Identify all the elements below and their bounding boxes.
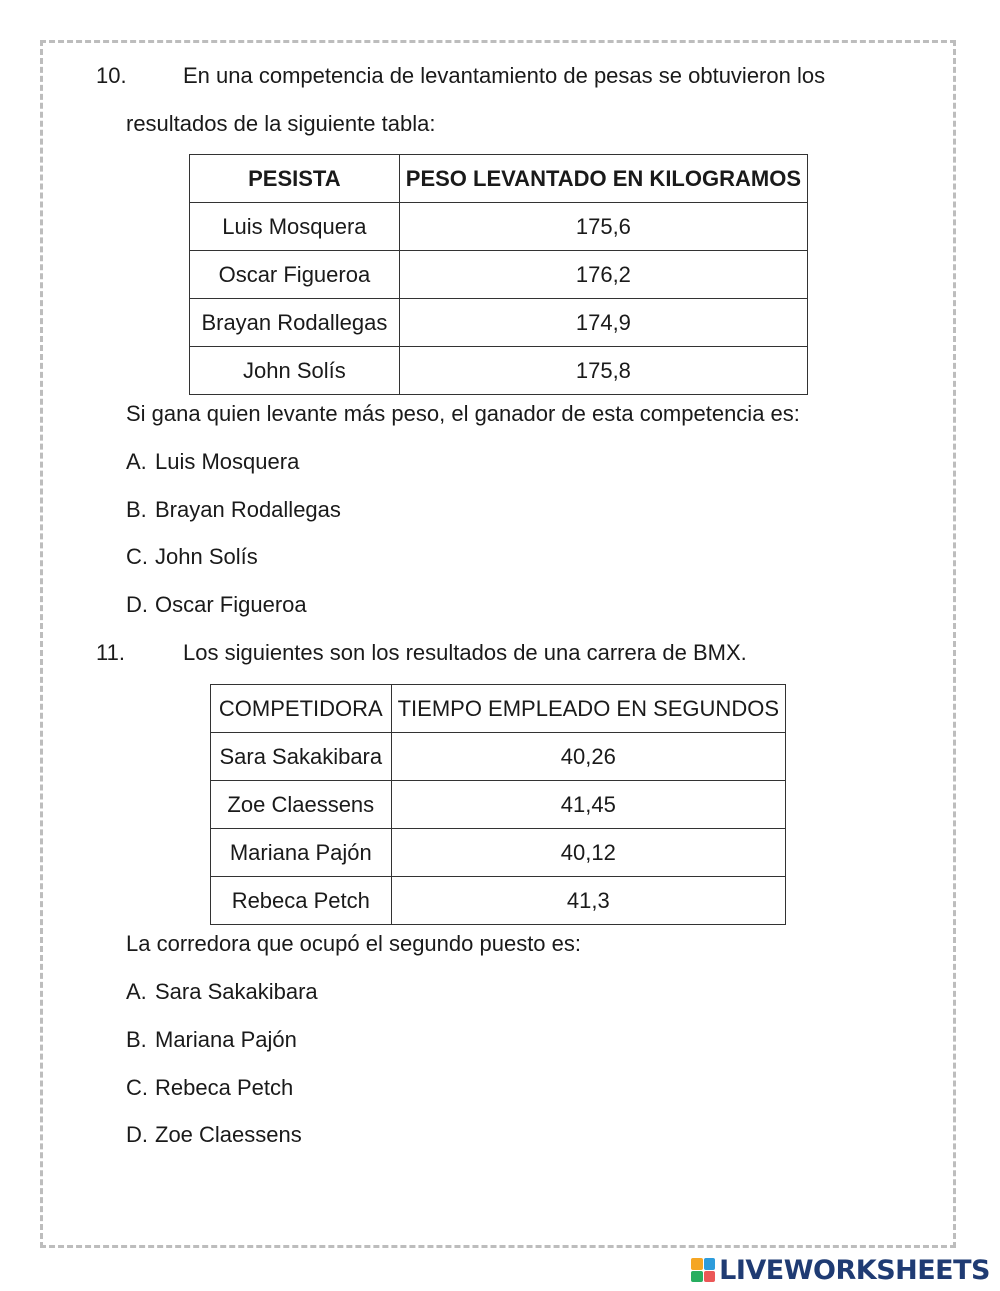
table-row	[190, 251, 808, 299]
option-letter: A.	[126, 979, 147, 1004]
option-letter: C.	[126, 544, 148, 569]
table-row	[211, 877, 786, 925]
table-row	[211, 829, 786, 877]
table-header-cell: PESO LEVANTADO EN KILOGRAMOS	[399, 155, 807, 203]
option-text: Rebeca Petch	[155, 1075, 294, 1100]
logo-square	[704, 1271, 716, 1283]
table-cell: 174,9	[399, 299, 807, 347]
table-row	[211, 733, 786, 781]
table-header-cell: COMPETIDORA	[211, 685, 392, 733]
option-letter: A.	[126, 449, 147, 474]
option-letter: D.	[126, 592, 148, 617]
table-cell: 40,12	[391, 829, 785, 877]
table-cell: Sara Sakakibara	[211, 733, 392, 781]
option-letter: B.	[126, 497, 147, 522]
option-text: Oscar Figueroa	[155, 592, 307, 617]
table-cell: Luis Mosquera	[190, 203, 400, 251]
option-letter: C.	[126, 1075, 148, 1100]
option-text: Mariana Pajón	[155, 1027, 297, 1052]
q10-line1: En una competencia de levantamiento de pesas se obtuvieron los	[183, 63, 826, 88]
table-header-row	[190, 155, 808, 203]
q11-option-c[interactable]	[126, 1074, 293, 1102]
q11-option-d[interactable]	[126, 1121, 302, 1149]
option-text: Sara Sakakibara	[155, 979, 318, 1004]
table-row	[190, 203, 808, 251]
option-text: Zoe Claessens	[155, 1122, 302, 1147]
q10-option-c[interactable]	[126, 543, 258, 571]
table-header-cell: PESISTA	[190, 155, 400, 203]
table-cell: Oscar Figueroa	[190, 251, 400, 299]
table-cell: Brayan Rodallegas	[190, 299, 400, 347]
logo-square	[704, 1258, 716, 1270]
q11-question: La corredora que ocupó el segundo puesto es:	[126, 931, 581, 956]
q10-option-b[interactable]	[126, 496, 341, 524]
logo-square	[691, 1258, 703, 1270]
table-cell: 41,45	[391, 781, 785, 829]
table-cell: Mariana Pajón	[211, 829, 392, 877]
table-row	[211, 781, 786, 829]
option-text: Brayan Rodallegas	[155, 497, 341, 522]
table-cell: 41,3	[391, 877, 785, 925]
brand-name: LIVEWORKSHEETS	[719, 1254, 990, 1286]
q11-number: 11.	[96, 640, 125, 665]
q11-option-a[interactable]	[126, 978, 318, 1006]
table-row	[190, 299, 808, 347]
table-cell: 175,6	[399, 203, 807, 251]
option-letter: D.	[126, 1122, 148, 1147]
table-cell: Rebeca Petch	[211, 877, 392, 925]
table-cell: 40,26	[391, 733, 785, 781]
q10-question: Si gana quien levante más peso, el ganador de esta competencia es:	[126, 401, 800, 426]
q10-option-d[interactable]	[126, 591, 307, 619]
logo-square	[691, 1271, 703, 1283]
table-cell: John Solís	[190, 347, 400, 395]
q11-line1: Los siguientes son los resultados de una carrera de BMX.	[183, 640, 747, 665]
q11-table	[210, 684, 786, 925]
q10-line2: resultados de la siguiente tabla:	[126, 111, 436, 136]
table-header-row	[211, 685, 786, 733]
table-cell: Zoe Claessens	[211, 781, 392, 829]
liveworksheets-logo-icon	[691, 1258, 715, 1282]
table-cell: 175,8	[399, 347, 807, 395]
option-text: Luis Mosquera	[155, 449, 300, 474]
q10-number: 10.	[96, 63, 127, 88]
option-text: John Solís	[155, 544, 258, 569]
liveworksheets-brand[interactable]	[691, 1253, 990, 1287]
table-cell: 176,2	[399, 251, 807, 299]
q10-table	[189, 154, 808, 395]
table-row	[190, 347, 808, 395]
q11-option-b[interactable]	[126, 1026, 297, 1054]
option-letter: B.	[126, 1027, 147, 1052]
q10-option-a[interactable]	[126, 448, 299, 476]
table-header-cell: TIEMPO EMPLEADO EN SEGUNDOS	[391, 685, 785, 733]
